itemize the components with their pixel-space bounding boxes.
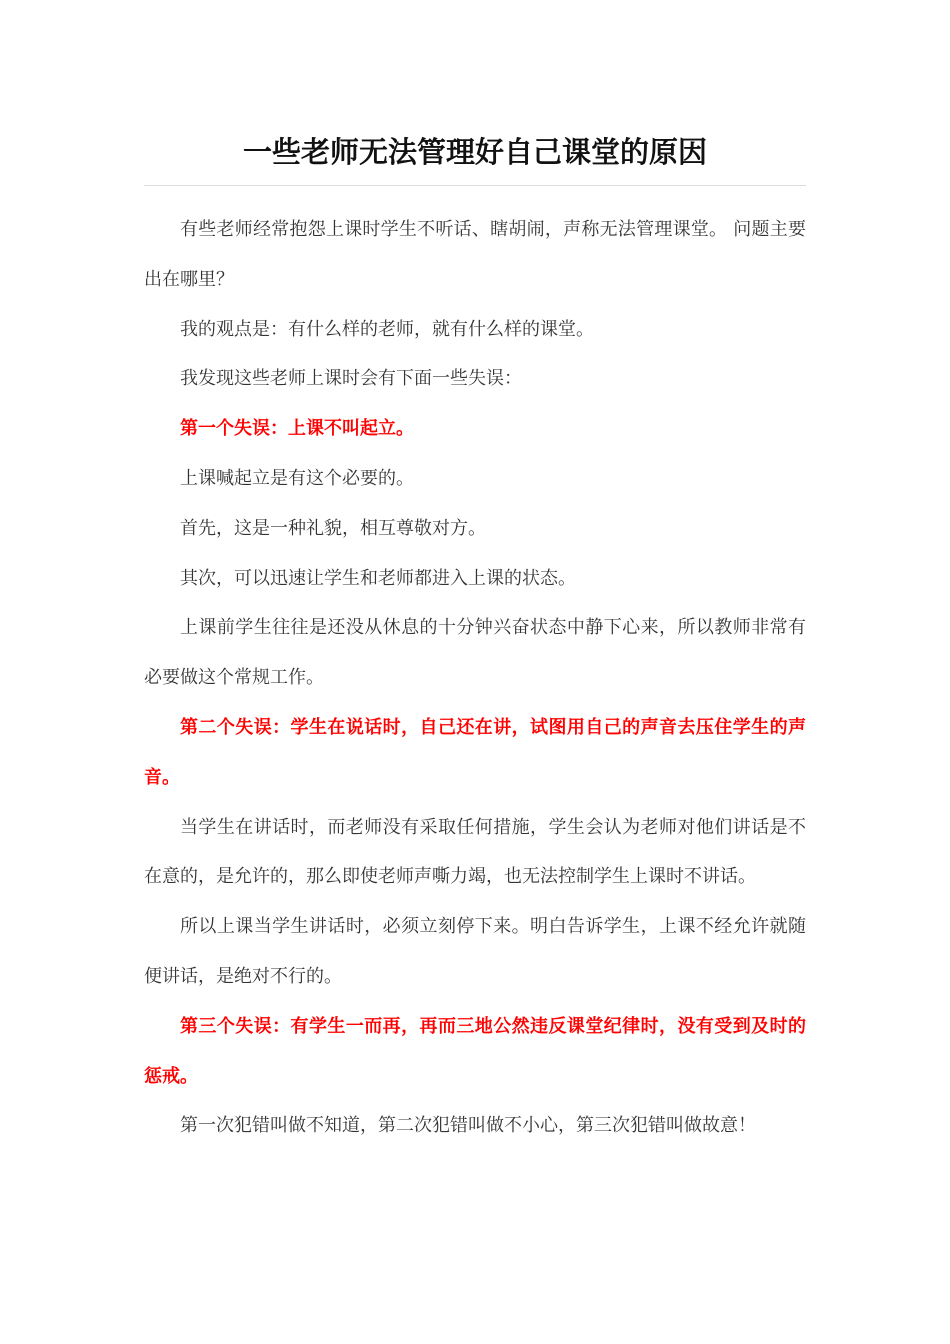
paragraph: 我发现这些老师上课时会有下面一些失误：	[180, 368, 522, 390]
article-body	[144, 205, 806, 1151]
paragraph: 首先，这是一种礼貌，相互尊敬对方。	[180, 517, 486, 539]
paragraph: 我的观点是：有什么样的老师，就有什么样的课堂。	[180, 318, 594, 340]
paragraph: 上课前学生往往是还没从休息的十分钟兴奋状态中静下心来，所以教师非常有必要做这个常规工作。	[144, 617, 806, 689]
section-heading: 第三个失误：有学生一而再，再而三地公然违反课堂纪律时，没有受到及时的惩戒。	[144, 1015, 806, 1087]
paragraph: 所以上课当学生讲话时，必须立刻停下来。明白告诉学生，上课不经允许就随便讲话，是绝对不行的。	[144, 916, 806, 987]
paragraph: 第一次犯错叫做不知道，第二次犯错叫做不小心，第三次犯错叫做故意！	[180, 1115, 756, 1137]
paragraph: 有些老师经常抱怨上课时学生不听话、瞎胡闹，声称无法管理课堂。 问题主要出在哪里？	[144, 219, 806, 290]
paragraph: 上课喊起立是有这个必要的。	[180, 467, 414, 489]
section-heading: 第二个失误：学生在说话时，自己还在讲，试图用自己的声音去压住学生的声音。	[144, 716, 806, 788]
paragraph: 当学生在讲话时，而老师没有采取任何措施，学生会认为老师对他们讲话是不在意的，是允许的，那么即使老师声嘶力竭，也无法控制学生上课时不讲话。	[144, 816, 806, 888]
paragraph: 其次，可以迅速让学生和老师都进入上课的状态。	[180, 567, 576, 589]
section-heading: 第一个失误：上课不叫起立。	[180, 418, 414, 440]
page-title: 一些老师无法管理好自己课堂的原因	[242, 135, 707, 169]
title-divider	[144, 185, 806, 186]
